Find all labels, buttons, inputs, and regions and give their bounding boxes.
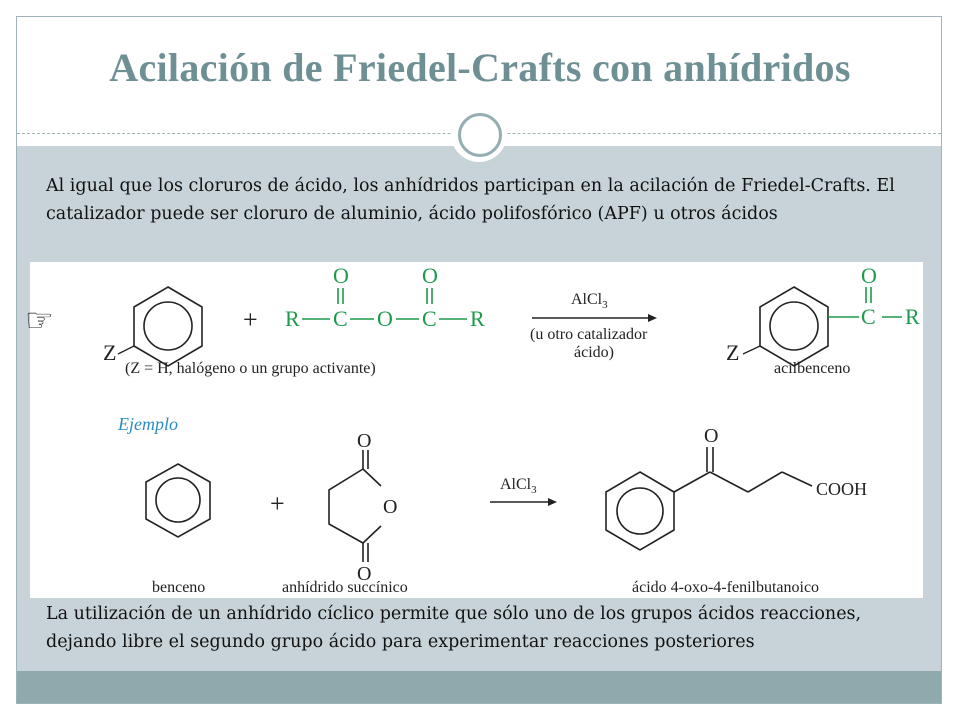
example-plus: +: [270, 489, 285, 518]
acylbenzene-label: acilbenceno: [774, 360, 851, 377]
condition-line2: ácido): [574, 344, 614, 361]
anhydride-o2: O: [422, 263, 438, 288]
product-ketone-o: O: [704, 425, 719, 447]
anhydride-r2: R: [470, 306, 485, 331]
reaction-scheme: [30, 262, 923, 598]
reaction-arrow: [532, 314, 657, 322]
anhydride-c2: C: [422, 306, 437, 331]
plus-sign: +: [243, 305, 258, 334]
z-definition: (Z = H, halógeno o un grupo activante): [125, 360, 376, 377]
anhydride-o-ring: O: [383, 496, 398, 518]
catalyst-label: AlCl$_3$: [571, 291, 608, 311]
circle-ornament-icon: [458, 113, 502, 157]
slide-title: Acilación de Friedel-Crafts con anhídridos: [109, 45, 851, 90]
pointing-hand-icon: ☞: [25, 301, 54, 339]
intro-text: Al igual que los cloruros de ácido, los anhídridos participan en la acilación de Friedel-Crafts. El catalizador puede ser cloruro de aluminio, ácido polifosfórico (APF) u otros ácidos: [46, 176, 895, 224]
example-heading: Ejemplo: [118, 414, 178, 434]
acylbenzene-product: [726, 263, 920, 366]
anhydride-o-bottom: O: [357, 563, 372, 585]
oxo-phenylbutanoic-acid: [606, 425, 867, 550]
example-catalyst: AlCl$_3$: [500, 476, 537, 496]
footer-band: [17, 671, 941, 703]
product-c: C: [861, 304, 876, 329]
succinic-anhydride: [329, 450, 381, 562]
example-arrow: [490, 498, 557, 506]
conclusion-text: La utilización de un anhídrido cíclico permite que sólo uno de los grupos ácidos reacciones, dejando libre el segundo grupo ácido para experimentar reacciones posteriores: [46, 604, 862, 652]
benzene-example: [146, 464, 210, 537]
product-r: R: [905, 304, 920, 329]
label-product: ácido 4-oxo-4-fenilbutanoico: [632, 579, 820, 596]
anhydride-c1: C: [333, 306, 348, 331]
anhydride-r1: R: [285, 306, 300, 331]
substituent-z: Z: [103, 340, 117, 365]
product-cooh: COOH: [816, 479, 868, 499]
anhydride-reagent: [285, 263, 485, 331]
anhydride-o1: O: [333, 263, 349, 288]
benzene-reactant: [118, 287, 202, 366]
label-benzene: benceno: [152, 579, 206, 596]
anhydride-o-top: O: [357, 430, 372, 452]
product-o: O: [861, 263, 877, 288]
product-z: Z: [726, 340, 740, 365]
condition-line1: (u otro catalizador: [530, 326, 648, 343]
label-anhydride: anhídrido succínico: [282, 579, 408, 596]
anhydride-o-bridge: O: [377, 306, 393, 331]
